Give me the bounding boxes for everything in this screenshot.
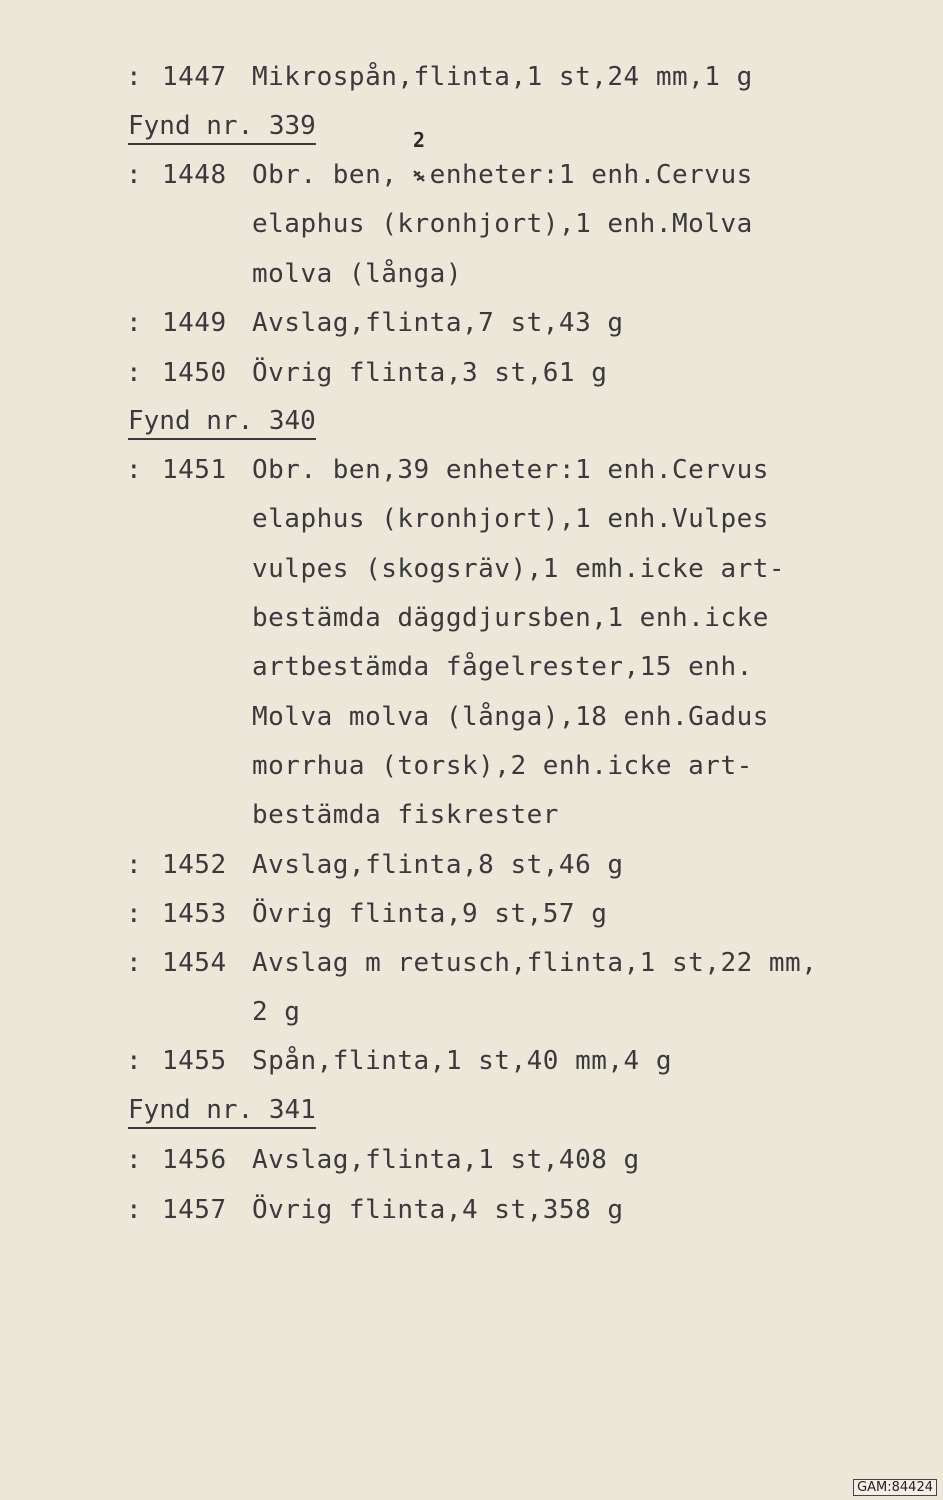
entry-description-line: Avslag,flinta,7 st,43 g	[252, 308, 624, 338]
struck-out-digit	[411, 168, 427, 184]
entry-colon: :	[126, 948, 143, 978]
catalog-number: 1450	[162, 358, 227, 388]
handwritten-correction: 2	[413, 128, 426, 152]
entry-description-line: Obr. ben,39 enheter:1 enh.Cervus	[252, 455, 769, 485]
entry-description-line: artbestämda fågelrester,15 enh.	[252, 652, 753, 683]
catalog-number: 1447	[162, 62, 227, 92]
entry-description-line: morrhua (torsk),2 enh.icke art-	[252, 750, 753, 781]
entry-colon: :	[126, 308, 143, 338]
entry-colon: :	[126, 1195, 143, 1225]
entry-colon: :	[126, 1046, 143, 1076]
find-number-heading: Fynd nr. 340	[128, 406, 316, 440]
entry-description-line: molva (långa)	[252, 258, 462, 289]
entry-description-line: elaphus (kronhjort),1 enh.Molva	[252, 209, 753, 240]
catalog-number: 1452	[162, 850, 227, 880]
entry-description-line: Mikrospån,flinta,1 st,24 mm,1 g	[252, 62, 753, 92]
entry-description-line: Obr. ben, enheter:1 enh.Cervus	[252, 160, 753, 190]
find-number-heading: Fynd nr. 341	[128, 1095, 316, 1129]
catalog-number: 1448	[162, 160, 227, 190]
entry-colon: :	[126, 850, 143, 880]
entry-description-line: 2 g	[252, 997, 301, 1028]
entry-description-line: vulpes (skogsräv),1 emh.icke art-	[252, 553, 786, 584]
find-number-heading: Fynd nr. 339	[128, 111, 316, 145]
entry-colon: :	[126, 160, 143, 190]
entry-description-line: Avslag,flinta,1 st,408 g	[252, 1145, 640, 1175]
catalog-number: 1454	[162, 948, 227, 978]
catalog-number: 1456	[162, 1145, 227, 1175]
entry-description-line: Avslag,flinta,8 st,46 g	[252, 850, 624, 880]
entry-description-line: Övrig flinta,4 st,358 g	[252, 1195, 624, 1225]
entry-colon: :	[126, 1145, 143, 1175]
entry-description-line: bestämda däggdjursben,1 enh.icke	[252, 602, 769, 633]
entry-description-line: Övrig flinta,3 st,61 g	[252, 358, 608, 388]
entry-description-line: Övrig flinta,9 st,57 g	[252, 899, 608, 929]
entry-description-line: elaphus (kronhjort),1 enh.Vulpes	[252, 504, 769, 535]
entry-colon: :	[126, 899, 143, 929]
catalog-number: 1455	[162, 1046, 227, 1076]
archive-reference: GAM:84424	[853, 1479, 937, 1496]
entry-colon: :	[126, 455, 143, 485]
catalog-number: 1457	[162, 1195, 227, 1225]
entry-description-line: Spån,flinta,1 st,40 mm,4 g	[252, 1046, 672, 1076]
catalog-number: 1451	[162, 455, 227, 485]
entry-colon: :	[126, 62, 143, 92]
entry-colon: :	[126, 358, 143, 388]
entry-description-line: Molva molva (långa),18 enh.Gadus	[252, 701, 769, 732]
catalog-number: 1453	[162, 899, 227, 929]
entry-description-line: bestämda fiskrester	[252, 800, 559, 831]
entry-description-line: Avslag m retusch,flinta,1 st,22 mm,	[252, 948, 818, 978]
catalog-number: 1449	[162, 308, 227, 338]
